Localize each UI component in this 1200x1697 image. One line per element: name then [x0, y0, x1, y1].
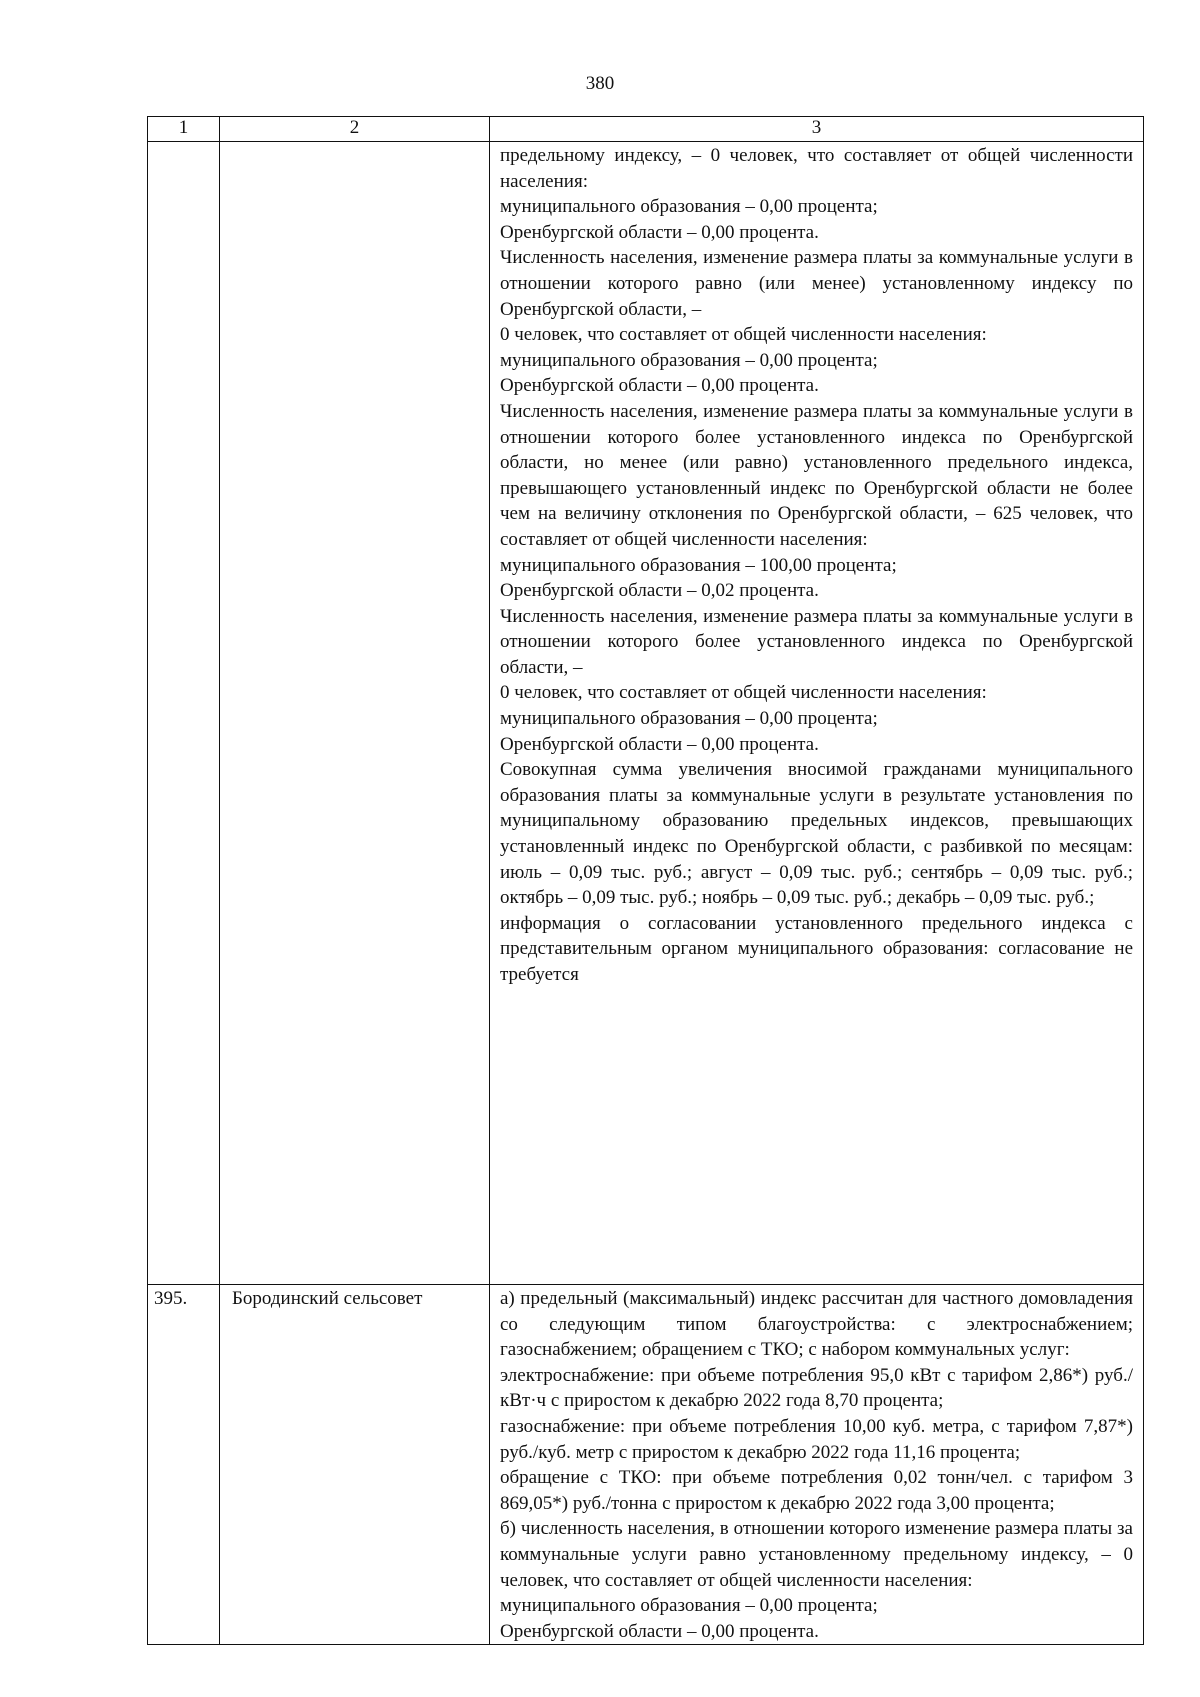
table-header-row [148, 117, 1144, 142]
description-paragraph: Оренбургской области – 0,00 процента. [500, 1620, 819, 1642]
row-number-cell: 395. [148, 1285, 220, 1645]
description-paragraph: б) численность населения, в отношении которого изменение размера платы за коммунальные услуги равно установленному предельному индексу, – 0 человек, что составляет от общей численности населения: [500, 1518, 1133, 1591]
description-paragraph: муниципального образования – 0,00 процента; [500, 1595, 878, 1617]
description-paragraph: Численность населения, изменение размера платы за коммунальные услуги в отношении которого равно (или менее) установленному индексу по Оренбургской области, – [500, 247, 1133, 320]
description-cell [490, 1285, 1144, 1645]
table-row-continued [148, 142, 1144, 1285]
description-paragraph: обращение с ТКО: при объеме потребления 0,02 тонн/чел. с тарифом 3 869,05*) руб./тонна с приростом к декабрю 2022 года 3,00 процента; [500, 1467, 1133, 1514]
description-paragraph: электроснабжение: при объеме потребления 95,0 кВт с тарифом 2,86*) руб./кВт·ч с приростом к декабрю 2022 года 8,70 процента; [500, 1364, 1133, 1412]
municipality-name-cell: Бородинский сельсовет [220, 1285, 490, 1645]
description-paragraph: муниципального образования – 0,00 процента; [500, 196, 878, 218]
column-header-1: 1 [148, 117, 220, 142]
page-number: 380 [585, 73, 615, 94]
row-number-cell [148, 142, 220, 1285]
description-paragraph: Оренбургской области – 0,00 процента. [500, 221, 819, 243]
data-table [147, 116, 1144, 1645]
description-paragraph: муниципального образования – 0,00 процента; [500, 708, 878, 730]
description-paragraph: Оренбургской области – 0,00 процента. [500, 733, 819, 755]
description-paragraph: газоснабжение: при объеме потребления 10,00 куб. метра, с тарифом 7,87*) руб./куб. метр с приростом к декабрю 2022 года 11,16 процента; [500, 1415, 1133, 1463]
description-paragraph: муниципального образования – 0,00 процента; [500, 349, 878, 371]
description-paragraph: Численность населения, изменение размера платы за коммунальные услуги в отношении которого более установленного индекса по Оренбургской области, – [500, 605, 1133, 678]
description-paragraph: Совокупная сумма увеличения вносимой гражданами муниципального образования платы за коммунальные услуги в результате установления по муниципальному образованию предельных индексов, превышающих установленный индекс по Оренбургской области, с разбивкой по месяцам: июль – 0,09 тыс. руб.; август – 0,09 тыс. руб.; сентябрь – 0,09 тыс. руб.; октябрь – 0,09 тыс. руб.; ноябрь – 0,09 тыс. руб.; декабрь – 0,09 тыс. руб.; [500, 759, 1133, 909]
description-paragraph: муниципального образования – 100,00 процента; [500, 554, 897, 576]
description-cell [490, 142, 1144, 1285]
description-paragraph: информация о согласовании установленного предельного индекса с представительным органом муниципального образования: согласование не требуется [500, 912, 1133, 985]
column-header-3: 3 [490, 117, 1144, 142]
municipality-name-cell [220, 142, 490, 1285]
description-paragraph: Оренбургской области – 0,00 процента. [500, 375, 819, 397]
description-paragraph: 0 человек, что составляет от общей численности населения: [500, 682, 987, 704]
description-paragraph: Численность населения, изменение размера платы за коммунальные услуги в отношении которого более установленного индекса по Оренбургской области, но менее (или равно) установленного предельного индекса, превышающего установленный индекс по Оренбургской области не более чем на величину отклонения по Оренбургской области, – 625 человек, что составляет от общей численности населения: [500, 400, 1133, 550]
table-row-395 [148, 1285, 1144, 1645]
description-paragraph: 0 человек, что составляет от общей численности населения: [500, 324, 987, 346]
description-paragraph: Оренбургской области – 0,02 процента. [500, 580, 819, 602]
column-header-2: 2 [220, 117, 490, 142]
description-paragraph: предельному индексу, – 0 человек, что составляет от общей численности населения: [500, 145, 1133, 192]
description-paragraph: а) предельный (максимальный) индекс рассчитан для частного домовладения со следующим типом благоустройства: с электроснабжением; газоснабжением; обращением с ТКО; с набором коммунальных услуг: [500, 1288, 1133, 1361]
